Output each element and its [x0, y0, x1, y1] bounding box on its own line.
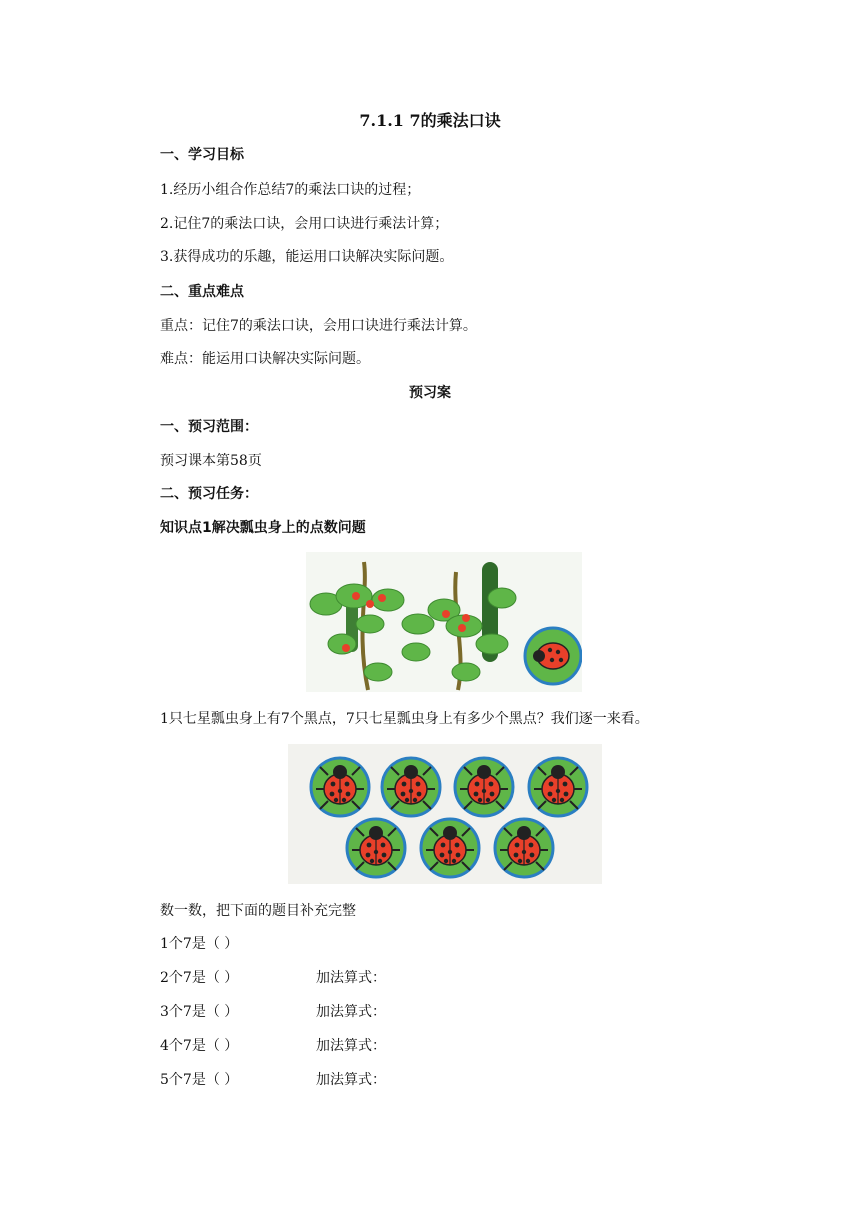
scope-heading: 一、预习范围：: [160, 419, 258, 435]
goal-item-1: 1.经历小组合作总结7的乘法口诀的过程；: [160, 182, 421, 198]
addition-label: 加法算式：: [316, 1004, 386, 1020]
addition-label: 加法算式：: [316, 970, 386, 986]
ladybug-5: [347, 819, 405, 877]
ladybug-1: [311, 758, 369, 816]
cucumber-vine-image: [306, 552, 582, 692]
cucumber-vine-illustration: [306, 552, 582, 692]
ladybug-3: [455, 758, 513, 816]
fill-row-2: [160, 969, 386, 987]
instruction-text: 数一数，把下面的题目补充完整: [160, 903, 356, 919]
knowledge-heading: 知识点1解决瓢虫身上的点数问题: [160, 520, 366, 536]
fill-row-4: [160, 1037, 386, 1055]
task-heading: 二、预习任务：: [160, 486, 258, 502]
addition-label: 加法算式：: [316, 1072, 386, 1088]
fill-row-text: 4个7是（ ）: [160, 1038, 239, 1054]
fill-row-text: 1个7是（ ）: [160, 936, 239, 952]
fill-row-text: 3个7是（ ）: [160, 1004, 239, 1020]
scope-text: 预习课本第58页: [160, 453, 262, 469]
fill-row-text: 5个7是（ ）: [160, 1072, 239, 1088]
key-point: 重点：记住7的乘法口诀，会用口诀进行乘法计算。: [160, 318, 477, 334]
goals-heading: 一、学习目标: [160, 147, 244, 163]
ladybug-4: [529, 758, 587, 816]
addition-label: 加法算式：: [316, 1038, 386, 1054]
fill-row-3: [160, 1003, 386, 1021]
goal-item-2: 2.记住7的乘法口诀，会用口诀进行乘法计算；: [160, 216, 449, 232]
ladybug-group-illustration: [288, 744, 602, 884]
ladybug-6: [421, 819, 479, 877]
ladybug-2: [382, 758, 440, 816]
fill-row-5: [160, 1071, 386, 1089]
ladybug-group-image: [288, 744, 602, 884]
key-heading: 二、重点难点: [160, 284, 244, 300]
fill-row-1: [160, 935, 238, 953]
difficult-point: 难点：能运用口诀解决实际问题。: [160, 351, 370, 367]
ladybug-7: [495, 819, 553, 877]
fill-row-text: 2个7是（ ）: [160, 970, 239, 986]
preview-title: 预习案: [409, 385, 451, 401]
question-text: 1只七星瓢虫身上有7个黑点，7只七星瓢虫身上有多少个黑点？我们逐一来看。: [160, 711, 649, 727]
page-title: 7.1.1 7的乘法口诀: [359, 111, 501, 130]
goal-item-3: 3.获得成功的乐趣，能运用口诀解决实际问题。: [160, 249, 454, 265]
